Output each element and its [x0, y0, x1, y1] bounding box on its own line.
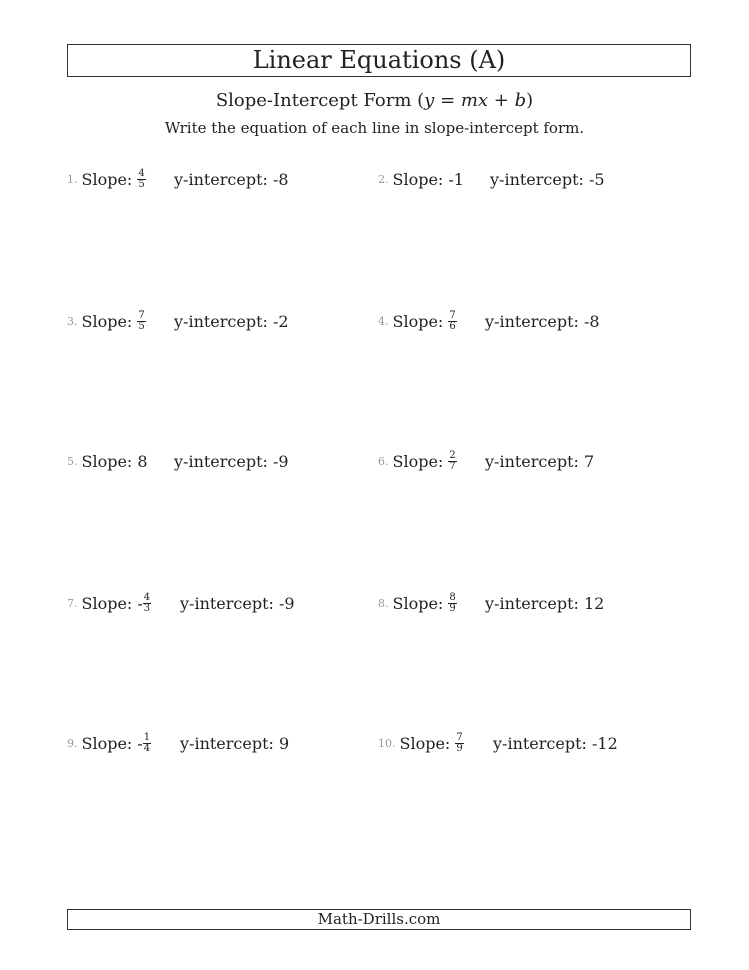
yint-7 — [180, 588, 295, 618]
slope-fraction — [137, 311, 145, 332]
slope-fraction — [448, 451, 456, 472]
slope-value: -1 — [448, 169, 464, 189]
worksheet-instructions: Write the equation of each line in slope-intercept form. — [164, 119, 585, 137]
slope-denominator: 3 — [143, 602, 151, 614]
subtitle-prefix: Slope-Intercept Form ( — [215, 90, 425, 111]
slope-numerator: 7 — [138, 309, 145, 321]
yint-9 — [180, 728, 289, 758]
yint-label: y-intercept: — [485, 451, 579, 471]
problem-4 — [378, 306, 457, 336]
slope-denominator: 5 — [138, 178, 145, 190]
yint-value: -2 — [273, 311, 289, 331]
problem-number: 6. — [378, 454, 389, 468]
problem-7 — [67, 588, 151, 618]
problem-number: 5. — [67, 454, 78, 468]
yint-value: -5 — [589, 169, 605, 189]
worksheet-title: Linear Equations (A) — [67, 44, 691, 77]
slope-numerator: 4 — [143, 591, 151, 603]
yint-2 — [490, 164, 605, 194]
slope-label: Slope: — [399, 733, 451, 753]
slope-numerator: 7 — [456, 731, 463, 743]
yint-value: 12 — [584, 593, 605, 613]
yint-label: y-intercept: — [493, 733, 587, 753]
slope-label: Slope: — [81, 311, 133, 331]
yint-label: y-intercept: — [180, 733, 274, 753]
slope-fraction — [455, 733, 463, 754]
yint-value: -12 — [592, 733, 618, 753]
slope-label: Slope: — [81, 733, 133, 753]
yint-3 — [174, 306, 289, 336]
problem-number: 10. — [378, 736, 396, 750]
slope-denominator: 9 — [456, 742, 463, 754]
slope-numerator: 1 — [143, 731, 151, 743]
problem-number: 2. — [378, 172, 389, 186]
subtitle-suffix: ) — [526, 90, 534, 111]
yint-4 — [485, 306, 600, 336]
yint-10 — [493, 728, 618, 758]
slope-label: Slope: — [81, 593, 133, 613]
slope-label: Slope: — [392, 169, 444, 189]
slope-fraction — [143, 593, 151, 614]
slope-fraction — [448, 593, 456, 614]
slope-label: Slope: — [81, 169, 133, 189]
yint-label: y-intercept: — [485, 311, 579, 331]
slope-label: Slope: — [81, 451, 133, 471]
yint-value: 9 — [279, 733, 290, 753]
yint-8 — [485, 588, 604, 618]
yint-value: -9 — [273, 451, 289, 471]
problem-8 — [378, 588, 457, 618]
yint-value: -8 — [273, 169, 289, 189]
yint-label: y-intercept: — [490, 169, 584, 189]
yint-label: y-intercept: — [180, 593, 274, 613]
slope-value: 8 — [137, 451, 148, 471]
problem-5 — [67, 446, 148, 476]
subtitle-equation: y = mx + b — [424, 90, 527, 111]
yint-value: 7 — [584, 451, 595, 471]
slope-numerator: 8 — [449, 591, 456, 603]
slope-fraction — [448, 311, 456, 332]
footer-credit: Math-Drills.com — [67, 909, 691, 930]
yint-label: y-intercept: — [174, 451, 268, 471]
yint-6 — [485, 446, 594, 476]
problem-number: 3. — [67, 314, 78, 328]
slope-fraction — [143, 733, 151, 754]
worksheet-subtitle — [0, 90, 749, 111]
problem-number: 4. — [378, 314, 389, 328]
yint-5 — [174, 446, 289, 476]
slope-denominator: 7 — [449, 460, 456, 472]
yint-1 — [174, 164, 289, 194]
slope-denominator: 9 — [449, 602, 456, 614]
slope-sign: - — [137, 593, 143, 613]
slope-fraction — [137, 169, 145, 190]
yint-value: -8 — [584, 311, 600, 331]
problem-1 — [67, 164, 146, 194]
slope-numerator: 7 — [449, 309, 456, 321]
problem-2 — [378, 164, 464, 194]
problem-10 — [378, 728, 464, 758]
problem-number: 7. — [67, 596, 78, 610]
yint-label: y-intercept: — [174, 169, 268, 189]
problem-number: 1. — [67, 172, 78, 186]
problem-number: 9. — [67, 736, 78, 750]
problem-3 — [67, 306, 146, 336]
slope-denominator: 6 — [449, 320, 456, 332]
problem-6 — [378, 446, 457, 476]
yint-label: y-intercept: — [174, 311, 268, 331]
slope-denominator: 5 — [138, 320, 145, 332]
problem-number: 8. — [378, 596, 389, 610]
slope-sign: - — [137, 733, 143, 753]
slope-label: Slope: — [392, 451, 444, 471]
yint-label: y-intercept: — [485, 593, 579, 613]
yint-value: -9 — [279, 593, 295, 613]
slope-label: Slope: — [392, 311, 444, 331]
problem-9 — [67, 728, 151, 758]
slope-numerator: 4 — [138, 167, 145, 179]
slope-denominator: 4 — [143, 742, 151, 754]
slope-numerator: 2 — [449, 449, 456, 461]
slope-label: Slope: — [392, 593, 444, 613]
